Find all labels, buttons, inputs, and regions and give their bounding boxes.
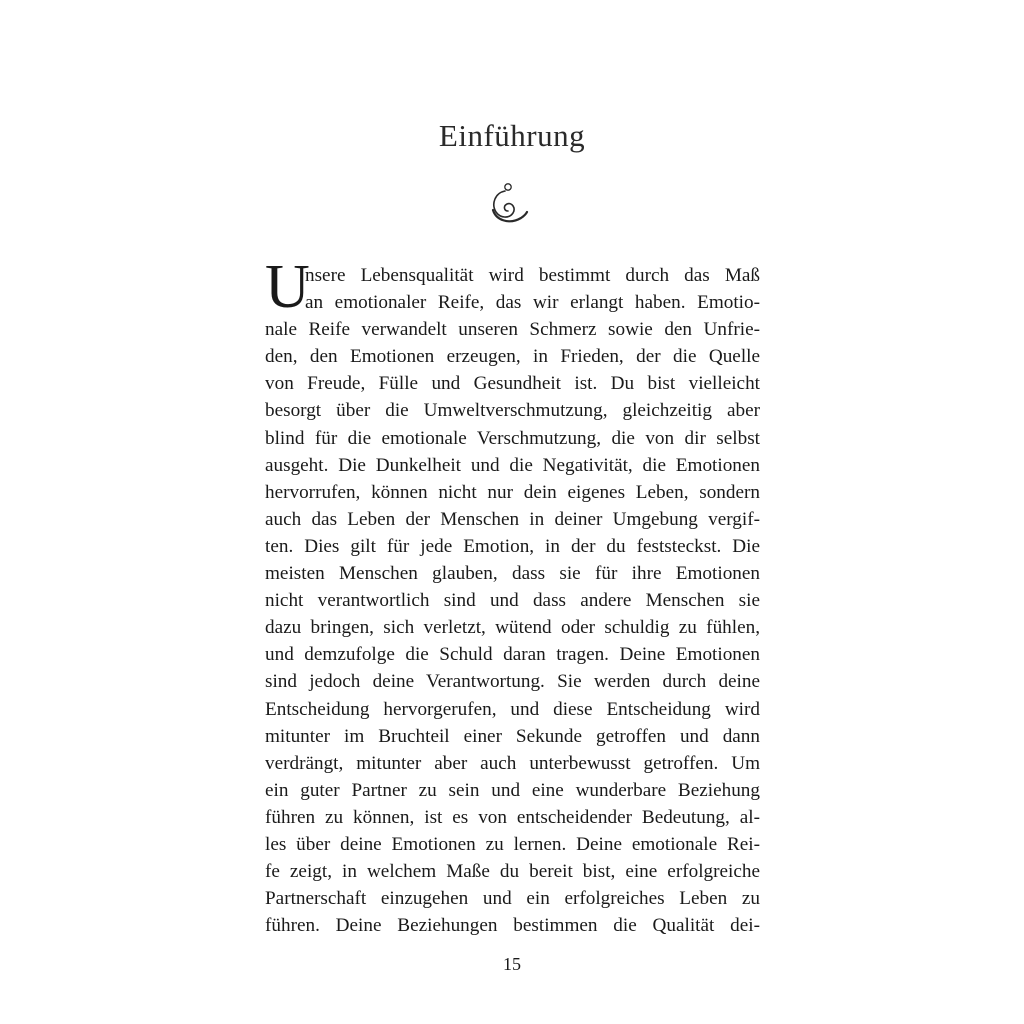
text-line: mitunter im Bruchteil einer Sekunde getroffen und dann <box>265 725 760 747</box>
text-line: sind jedoch deine Verantwortung. Sie werden durch deine <box>265 671 760 693</box>
text-line: an emotionaler Reife, das wir erlangt haben. Emotio- <box>305 292 760 314</box>
text-line: auch das Leben der Menschen in deiner Umgebung vergif- <box>265 508 760 530</box>
chapter-title: Einführung <box>438 118 586 153</box>
text-line: Entscheidung hervorgerufen, und diese Entscheidung wird <box>265 698 760 720</box>
text-line: besorgt über die Umweltverschmutzung, gleichzeitig aber <box>265 400 760 422</box>
swirl-ornament-icon <box>487 180 529 226</box>
text-line: blind für die emotionale Verschmutzung, die von dir selbst <box>265 427 760 449</box>
text-line: verdrängt, mitunter aber auch unterbewusst getroffen. Um <box>265 752 760 774</box>
text-line: hervorrufen, können nicht nur dein eigenes Leben, sondern <box>265 481 760 503</box>
text-line: ten. Dies gilt für jede Emotion, in der du feststeckst. Die <box>265 535 760 557</box>
text-line: führen. Deine Beziehungen bestimmen die Qualität dei- <box>265 915 760 937</box>
text-line: nsere Lebensqualität wird bestimmt durch das Maß <box>305 265 760 286</box>
text-line: führen zu können, ist es von entscheidender Bedeutung, al- <box>265 806 760 828</box>
text-line: meisten Menschen glauben, dass sie für ihre Emotionen <box>265 563 760 585</box>
text-line: Partnerschaft einzugehen und ein erfolgreiches Leben zu <box>265 888 760 910</box>
text-line: nicht verantwortlich sind und dass andere Menschen sie <box>265 590 760 612</box>
text-line: ein guter Partner zu sein und eine wunderbare Beziehung <box>265 779 760 801</box>
text-line: les über deine Emotionen zu lernen. Deine emotionale Rei- <box>265 833 760 855</box>
text-line: nale Reife verwandelt unseren Schmerz sowie den Unfrie- <box>265 319 760 341</box>
text-line: fe zeigt, in welchem Maße du bereit bist, eine erfolgreiche <box>265 861 760 883</box>
text-line: den, den Emotionen erzeugen, in Frieden, der die Quelle <box>265 346 760 368</box>
text-line: ausgeht. Die Dunkelheit und die Negativität, die Emotionen <box>265 454 760 476</box>
page-number: 15 <box>503 954 521 974</box>
body-paragraph <box>265 253 760 939</box>
text-line: von Freude, Fülle und Gesundheit ist. Du bist vielleicht <box>265 373 760 395</box>
drop-cap: U <box>265 253 310 321</box>
text-line: dazu bringen, sich verletzt, wütend oder schuldig zu fühlen, <box>265 617 760 639</box>
text-line: und demzufolge die Schuld daran tragen. Deine Emotionen <box>265 644 760 666</box>
